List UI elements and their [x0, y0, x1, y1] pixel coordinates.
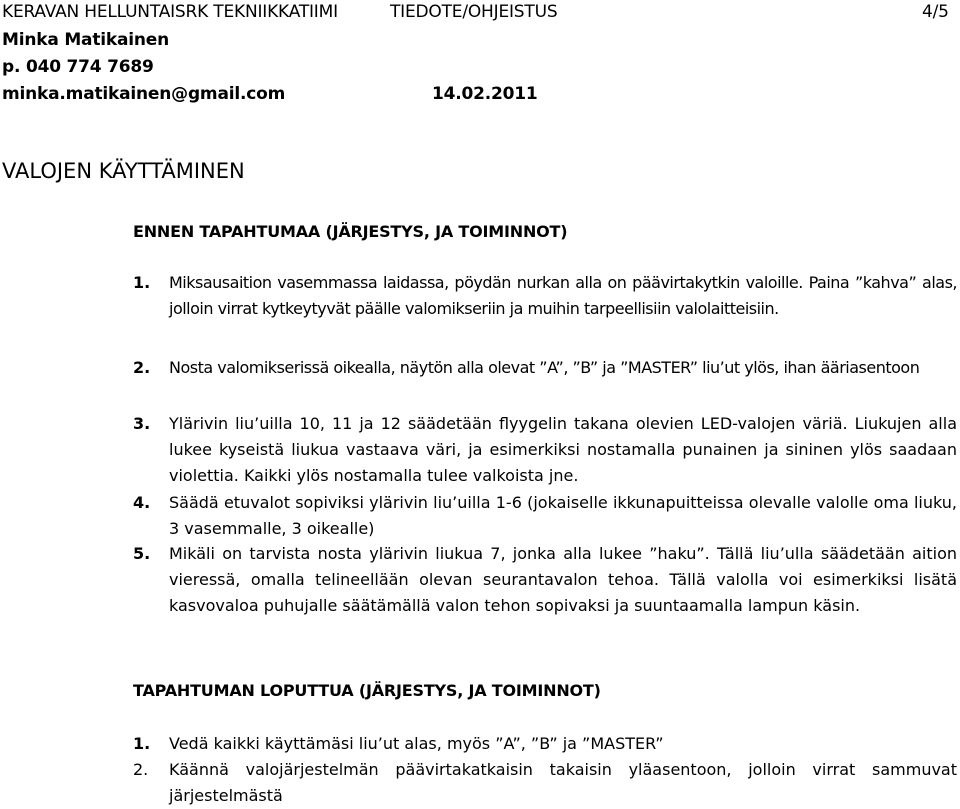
list-item: [133, 270, 957, 322]
page-title: VALOJEN KÄYTTÄMINEN: [2, 159, 245, 183]
page-number: 4/5: [922, 2, 949, 22]
list-item-text: Säädä etuvalot sopiviksi ylärivin liu’uilla 1-6 (jokaiselle ikkunapuitteissa olevalle valolle oma liuku, 3 vasemmalle, 3 oikealle): [169, 493, 957, 538]
list-item-text: Nosta valomikserissä oikealla, näytön alla olevat ”A”, ”B” ja ”MASTER” liu’ut ylös, ihan ääriasentoon: [169, 358, 920, 377]
list-item-text: Mikäli on tarvista nosta ylärivin liukua 7, jonka alla lukee ”haku”. Tällä liu’ulla säädetään aition vieressä, omalla telineellään olevan seurantavalon tehoa. Tällä valolla voi esimerkiksi lisätä kasvovaloa puhujalle säätämällä valon tehon sopivaksi ja suuntaamalla lampun käsin.: [169, 544, 957, 615]
list-item-text: Miksausaition vasemmassa laidassa, pöydän nurkan alla on päävirtakytkin valoille. Paina ”kahva” alas, jolloin virrat kytkeytyvät päälle valomikseriin ja muihin tarpeellisiin valolaitteisiin.: [169, 273, 957, 318]
section-heading-before: ENNEN TAPAHTUMAA (JÄRJESTYS, JA TOIMINNOT): [133, 222, 568, 241]
organization-name: KERAVAN HELLUNTAISRK TEKNIIKKATIIMI: [2, 2, 338, 22]
list-item: [133, 355, 957, 381]
list-item-number: 1.: [133, 273, 151, 292]
list-item: [133, 757, 957, 809]
list-item-number: 2.: [133, 358, 151, 377]
list-item: [133, 731, 957, 757]
list-item-number: 1.: [133, 734, 151, 753]
author-name: Minka Matikainen: [2, 30, 170, 50]
list-item: [133, 541, 957, 619]
document-type: TIEDOTE/OHJEISTUS: [390, 2, 558, 22]
list-item-number: 5.: [133, 544, 151, 563]
author-email: minka.matikainen@gmail.com: [2, 84, 286, 104]
list-item: [133, 490, 957, 542]
document-date: 14.02.2011: [432, 84, 538, 104]
list-item: [133, 411, 957, 489]
list-item-text: Käännä valojärjestelmän päävirtakatkaisin takaisin yläasentoon, jolloin virrat sammuvat järjestelmästä: [169, 760, 957, 805]
author-phone: p. 040 774 7689: [2, 57, 154, 77]
list-item-text: Ylärivin liu’uilla 10, 11 ja 12 säädetään flyygelin takana olevien LED-valojen väriä. Liukujen alla lukee kyseistä liukua vastaava väri, ja esimerkiksi nostamalla punainen ja sininen ylös saadaan violettia. Kaikki ylös nostamalla tulee valkoista jne.: [169, 414, 957, 485]
list-item-text: Vedä kaikki käyttämäsi liu’ut alas, myös ”A”, ”B” ja ”MASTER”: [169, 734, 664, 753]
list-item-number: 2.: [133, 760, 149, 779]
list-item-number: 3.: [133, 414, 151, 433]
list-item-number: 4.: [133, 493, 151, 512]
section-heading-after: TAPAHTUMAN LOPUTTUA (JÄRJESTYS, JA TOIMINNOT): [133, 681, 601, 700]
